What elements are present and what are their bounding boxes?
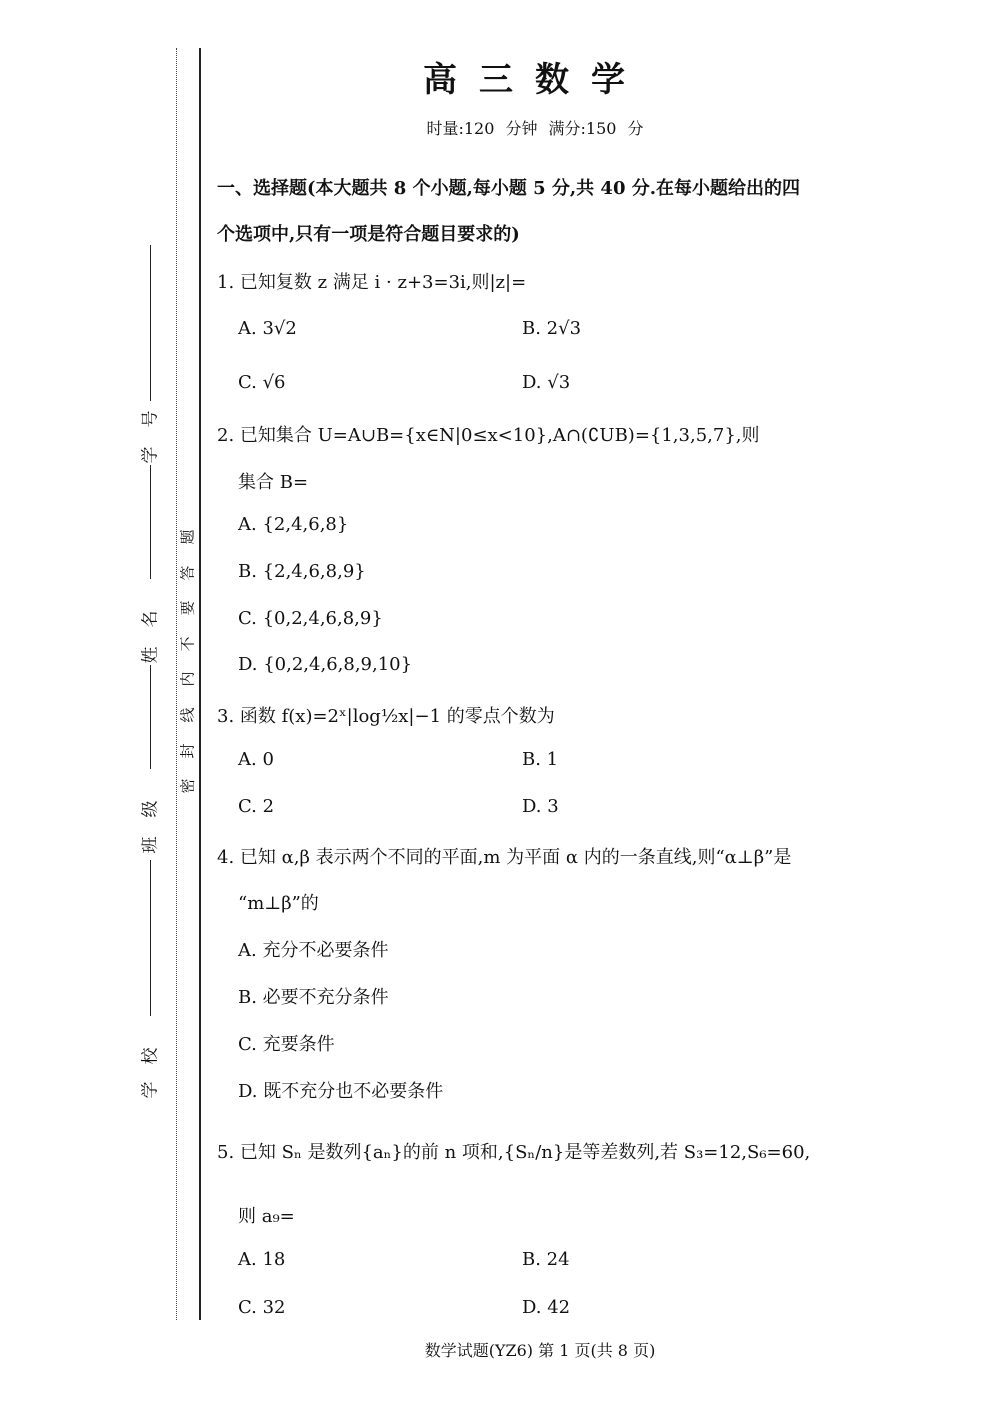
exam-meta: 时量:120 分钟 满分:150 分 bbox=[426, 119, 644, 138]
question-4-option-c: C. 充要条件 bbox=[238, 1034, 335, 1055]
question-3-option-b: B. 1 bbox=[522, 749, 559, 770]
class-field: 级 班 bbox=[140, 665, 160, 855]
question-4-option-a: A. 充分不必要条件 bbox=[238, 940, 389, 961]
school-blank bbox=[150, 860, 151, 1016]
question-1-option-a: A. 3√2 bbox=[238, 318, 297, 339]
question-2-option-d: D. {0,2,4,6,8,9,10} bbox=[238, 654, 413, 675]
question-3-stem: 3. 函数 f(x)=2ˣ|log½x|−1 的零点个数为 bbox=[217, 706, 555, 727]
question-5-option-c: C. 32 bbox=[238, 1297, 286, 1318]
school-field: 校 学 bbox=[140, 860, 160, 1100]
question-3-option-a: A. 0 bbox=[238, 749, 274, 770]
question-2-option-a: A. {2,4,6,8} bbox=[238, 514, 349, 535]
question-4-option-b: B. 必要不充分条件 bbox=[238, 987, 389, 1008]
name-field: 名 姓 bbox=[140, 465, 160, 665]
question-5-stem: 5. 已知 Sₙ 是数列{aₙ}的前 n 项和,{Sₙ/n}是等差数列,若 S₃=12,S₆=60, bbox=[217, 1142, 811, 1163]
seal-warning: 题 答 要 不 内 线 封 密 bbox=[178, 529, 197, 794]
question-5-option-a: A. 18 bbox=[238, 1249, 286, 1270]
student-number-blank bbox=[150, 245, 151, 401]
name-blank bbox=[150, 465, 151, 579]
seal-solid-line bbox=[199, 48, 201, 1320]
question-2-option-c: C. {0,2,4,6,8,9} bbox=[238, 608, 383, 629]
question-1-option-c: C. √6 bbox=[238, 372, 286, 393]
question-2-stem-cont: 集合 B= bbox=[238, 472, 309, 493]
question-2-option-b: B. {2,4,6,8,9} bbox=[238, 561, 366, 582]
question-1-stem: 1. 已知复数 z 满足 i · z+3=3i,则|z|= bbox=[217, 272, 527, 293]
section-heading: 一、选择题(本大题共 8 个小题,每小题 5 分,共 40 分.在每小题给出的四 bbox=[217, 178, 801, 199]
student-number-field: 号 学 bbox=[140, 245, 160, 465]
question-1-option-d: D. √3 bbox=[522, 372, 571, 393]
question-5-option-d: D. 42 bbox=[522, 1297, 571, 1318]
page-footer: 数学试题(YZ6) 第 1 页(共 8 页) bbox=[424, 1341, 656, 1360]
question-4-stem-cont: “m⊥β”的 bbox=[238, 893, 319, 914]
question-4-stem: 4. 已知 α,β 表示两个不同的平面,m 为平面 α 内的一条直线,则“α⊥β”是 bbox=[217, 847, 792, 868]
class-label: 级 bbox=[140, 800, 160, 818]
question-5-stem-cont: 则 a₉= bbox=[238, 1206, 295, 1227]
class-blank bbox=[150, 665, 151, 769]
question-1-option-b: B. 2√3 bbox=[522, 318, 582, 339]
question-2-stem: 2. 已知集合 U=A∪B={x∈N|0≤x<10},A∩(∁UB)={1,3,5,7},则 bbox=[217, 425, 760, 446]
student-number-label: 号 bbox=[140, 410, 160, 428]
section-heading-cont: 个选项中,只有一项是符合题目要求的) bbox=[217, 224, 520, 245]
question-3-option-c: C. 2 bbox=[238, 796, 275, 817]
question-4-option-d: D. 既不充分也不必要条件 bbox=[238, 1081, 444, 1102]
question-5-option-b: B. 24 bbox=[522, 1249, 570, 1270]
page-title: 高三数学 bbox=[423, 60, 647, 100]
question-3-option-d: D. 3 bbox=[522, 796, 559, 817]
name-label: 名 bbox=[140, 610, 160, 628]
school-label: 校 bbox=[140, 1047, 160, 1065]
